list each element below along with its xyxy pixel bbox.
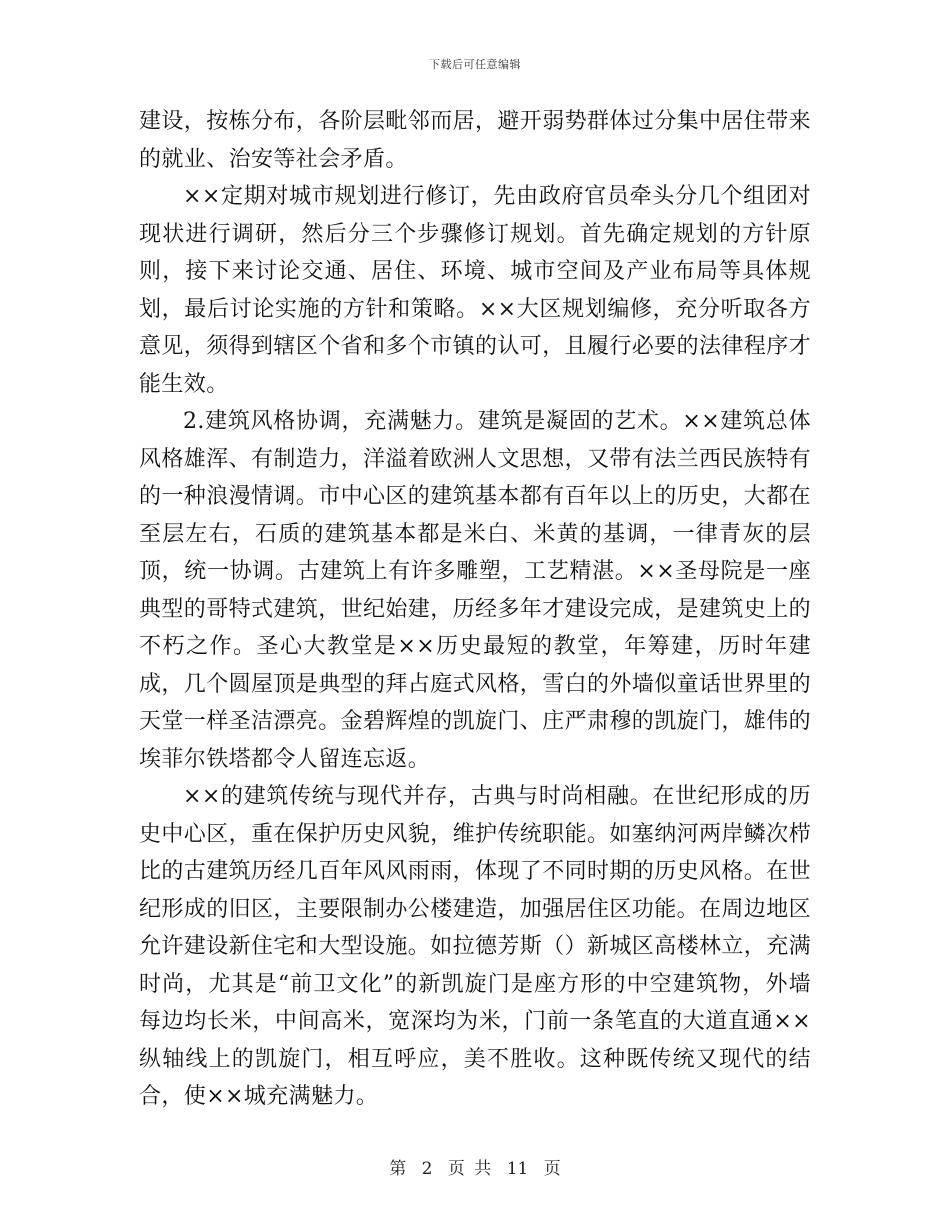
paragraph-2: ××定期对城市规划进行修订，先由政府官员牵头分几个组团对现状进行调研，然后分三个步骤修订规划。首先确定规划的方针原则，接下来讨论交通、居住、环境、城市空间及产业布局等具体规划，最后讨论实施的方针和策略。××大区规划编修，充分听取各方意见，须得到辖区个省和多个市镇的认可，且履行必要的法律程序才能生效。 (139, 184, 812, 397)
footer-prefix: 第 (389, 1159, 407, 1179)
footer-middle: 页 共 (447, 1159, 492, 1179)
footer-page-number: 2 (421, 1159, 433, 1179)
footer-total-pages: 11 (506, 1159, 529, 1179)
page-footer (0, 1154, 950, 1179)
page-header: 下载后可任意编辑 (429, 58, 521, 71)
paragraph-1: 建设，按栋分布，各阶层毗邻而居，避开弱势群体过分集中居住带来的就业、治安等社会矛盾。 (139, 109, 812, 172)
paragraph-4: ××的建筑传统与现代并存，古典与时尚相融。在世纪形成的历史中心区，重在保护历史风貌，维护传统职能。如塞纳河两岸鳞次栉比的古建筑历经几百年风风雨雨，体现了不同时期的历史风格。在世纪形成的旧区，主要限制办公楼建造，加强居住区功能。在周边地区允许建设新住宅和大型设施。如拉德芳斯（）新城区高楼林立，充满时尚，尤其是“前卫文化”的新凯旋门是座方形的中空建筑物，外墙每边均长米，中间高米，宽深均为米，门前一条笔直的大道直通××纵轴线上的凯旋门，相互呼应，美不胜收。这种既传统又现代的结合，使××城充满魅力。 (139, 784, 812, 1109)
paragraph-3: 2.建筑风格协调，充满魅力。建筑是凝固的艺术。××建筑总体风格雄浑、有制造力，洋溢着欧洲人文思想，又带有法兰西民族特有的一种浪漫情调。市中心区的建筑基本都有百年以上的历史，大都在至层左右，石质的建筑基本都是米白、米黄的基调，一律青灰的层顶，统一协调。古建筑上有许多雕塑，工艺精湛。××圣母院是一座典型的哥特式建筑，世纪始建，历经多年才建设完成，是建筑史上的不朽之作。圣心大教堂是××历史最短的教堂，年筹建，历时年建成，几个圆屋顶是典型的拜占庭式风格，雪白的外墙似童话世界里的天堂一样圣洁漂亮。金碧辉煌的凯旋门、庄严肃穆的凯旋门，雄伟的埃菲尔铁塔都令人留连忘返。 (139, 409, 812, 772)
document-body (139, 103, 811, 1116)
footer-suffix: 页 (543, 1159, 561, 1179)
